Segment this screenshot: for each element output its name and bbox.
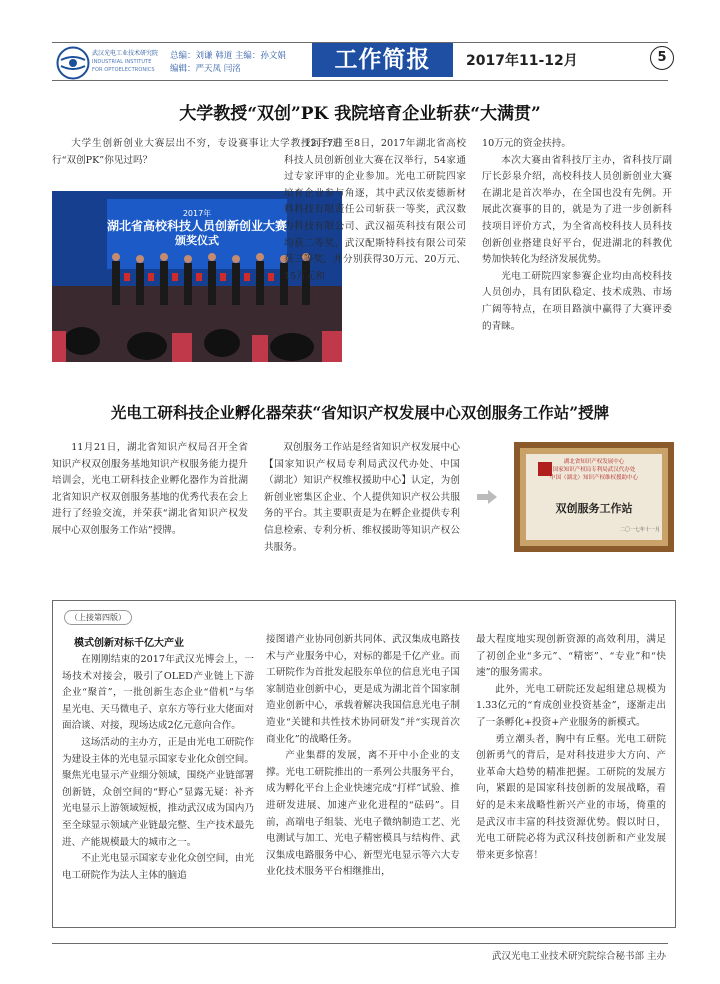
credits-line-2: 编辑：严天凤 闫洺 xyxy=(170,64,241,74)
article3-column-1 xyxy=(62,652,254,884)
article3-col2-paragraph-2: 产业集群的发展，离不开中小企业的支撑。光电工研院推出的一系列公共服务平台，成为孵化平台上企业快速完成“打样”试验、推进研发进展、加速产业化进程的“砝码”。目前，高端电子组装、光电子微纳制造工艺、光电测试与加工、光电子精密模具与结构件、武汉集成电路服务中心、新型光电显示等六大专业化技术服务平台相继推出， xyxy=(266,750,460,878)
arrow-right-icon xyxy=(477,490,497,504)
article2-column-1 xyxy=(52,440,248,540)
plaque-issuer-lines xyxy=(526,458,662,482)
article2-col1-paragraph: 11月21日，湖北省知识产权局召开全省知识产权双创服务基地知识产权服务能力提升培训会，光电工研科技企业孵化器作为首批湖北省知识产权双创服务基地的优秀代表在会上进行了经验交流，并荣获“湖北省知识产权发展中心双创服务工作站”授牌。 xyxy=(52,442,248,536)
plaque-issuer-2: 国家知识产权局专利局武汉代办处 xyxy=(552,467,636,473)
masthead-title: 工作简报 xyxy=(312,43,453,77)
plaque-issuer-3: 中国（湖北）知识产权维权援助中心 xyxy=(549,475,638,481)
continued-from-tag: （上接第四版） xyxy=(64,610,132,625)
institute-logo-icon xyxy=(56,46,90,80)
article3-col1-paragraph-2: 这场活动的主办方，正是由光电工研院作为建设主体的光电显示国家专业化众创空间。聚焦光电显示产业细分领域，围绕产业链部署创新链，众创空间的“野心”显露无疑：补齐光电显示上游领域短板，推动武汉成为国内乃至全球显示领域产业链最完整、生产技术最先进、产能规模最大的城市之一。 xyxy=(62,736,254,848)
article1-headline: 大学教授“双创”PK 我院培育企业斩获“大满贯” xyxy=(179,104,541,124)
photo-banner-subtitle: 颁奖仪式 xyxy=(175,234,219,247)
award-plaque-image xyxy=(514,442,674,552)
article3-col1-paragraph-1: 在刚刚结束的2017年武汉光博会上，一场技术对接会，吸引了OLED产业链上下游企业“聚首”，一批创新生态企业“借机”与华星光电、天马微电子、京东方等行业大佬面对面洽谈、对接，现场达成2亿元意向合作。 xyxy=(62,654,254,732)
article3-column-3 xyxy=(476,632,666,864)
article1-col3-paragraph-2: 本次大赛由省科技厅主办，省科技厅副厅长彭泉介绍，高校科技人员创新创业大赛在湖北是首次举办，在全国也没有先例。开展此次赛事的目的，就是为了进一步创新科技项目评价方式，为全省高校科技人员科技创新创业搭建良好平台，促进湖北的科教优势加快转化为经济发展优势。 xyxy=(482,154,672,266)
institute-name xyxy=(92,50,172,74)
article1-column-2-top xyxy=(284,136,466,285)
article2-column-2 xyxy=(264,440,460,556)
article3-column-2 xyxy=(266,632,460,881)
article3-col2-paragraph-1: 接图谱产业协同创新共同体、武汉集成电路技术与产业服务中心，对标的都是千亿产业。而工研院作为首批发起股东单位的信息光电子国家制造业创新中心，更是成为湖北首个国家制造业创新中心，承载着解决我国信息光电子制造业“关键和共性技术协同研发”并“实现首次商业化”的战略任务。 xyxy=(266,634,460,745)
footer-publisher: 武汉光电工业技术研究院综合秘书部 主办 xyxy=(491,951,666,962)
plaque-issuer-1: 湖北省知识产权发展中心 xyxy=(563,459,625,465)
photo-banner-title: 湖北省高校科技人员创新创业大赛 xyxy=(106,219,287,233)
plaque-date: 二〇一七年十一月 xyxy=(619,527,660,533)
article3-subhead: 模式创新对标千亿大产业 xyxy=(74,638,184,649)
article3-col1-paragraph-3: 不止光电显示国家专业化众创空间，由光电工研院作为法人主体的脑追 xyxy=(62,853,254,881)
credits-line-1: 总编：刘谦 韩道 主编：孙文娟 xyxy=(170,51,286,61)
photo-banner-year: 2017年 xyxy=(182,209,212,218)
article1-col2-intro: 12月7日至8日，2017年湖北省高校科技人员创新创业大赛在汉举行，54家通过专家评审的企业参加。光电工研院四家培育企业参与角逐，其中武汉依麦德新材料科技有限责任公司斩获一等奖，武汉数为科技有限公司、武汉福英科技有限公司均获二等奖，武汉配斯特科技有限公司荣获三等奖，并分别获得30万元、20万元、15万元和 xyxy=(284,138,466,282)
page-number: 5 xyxy=(650,46,674,70)
article1-col3-continuation: 10万元的资金扶持。 xyxy=(482,138,571,149)
institute-name-en-1: INDUSTRIAL INSTITUTE xyxy=(92,59,152,65)
article3-col3-paragraph-3: 勇立潮头者，胸中有丘壑。光电工研院创新勇气的背后，是对科技进步大方向、产业革命大趋势的精准把握。工研院的发展方向，紧跟的是国家科技创新的发展战略，看好的是未来战略性新兴产业的市场，倚重的是武汉市丰富的科技资源优势。假以时日，光电工研院必将为武汉科技创新和产业发展带来更多惊喜！ xyxy=(476,733,666,861)
footer-rule xyxy=(52,943,668,944)
issue-date: 2017年11-12月 xyxy=(466,53,578,69)
header-bottom-rule xyxy=(52,80,668,81)
institute-name-cn: 武汉光电工业技术研究院 xyxy=(92,50,159,57)
article3-col3-paragraph-2: 此外，光电工研院还发起组建总规模为1.33亿元的“育成创业投资基金”，逐渐走出了一条孵化+投资+产业服务的新模式。 xyxy=(476,683,666,728)
article3-col3-paragraph-1: 最大程度地实现创新资源的高效利用，满足了初创企业“多元”、“精密”、“专业”和“快速”的服务需求。 xyxy=(476,634,666,679)
institute-name-en-2: FOR OPTOELECTRONICS xyxy=(92,67,155,73)
article2-headline: 光电工研科技企业孵化器荣获“省知识产权发展中心双创服务工作站”授牌 xyxy=(110,403,610,422)
article2-col2-paragraph: 双创服务工作站是经省知识产权发展中心【国家知识产权局专利局武汉代办处、中国（湖北）知识产权维权援助中心】认定，为创新创业密集区企业、个人提供知识产权公共服务的平台。其主要职责是为在孵企业提供专利信息检索、专利分析、维权援助等知识产权公共服务。 xyxy=(264,442,460,553)
article1-col1-paragraph: 大学生创新创业大赛层出不穷，专设赛事让大学教授同台进行“双创PK”你见过吗？ xyxy=(52,138,342,166)
plaque-title: 双创服务工作站 xyxy=(555,502,633,515)
editorial-credits xyxy=(170,50,286,76)
article1-col3-paragraph-3: 光电工研院四家参赛企业均由高校科技人员创办，具有团队稳定、技术成熟、市场广阔等特点，在项目路演中赢得了大赛评委的青睐。 xyxy=(482,270,672,332)
article1-column-3 xyxy=(482,136,672,335)
